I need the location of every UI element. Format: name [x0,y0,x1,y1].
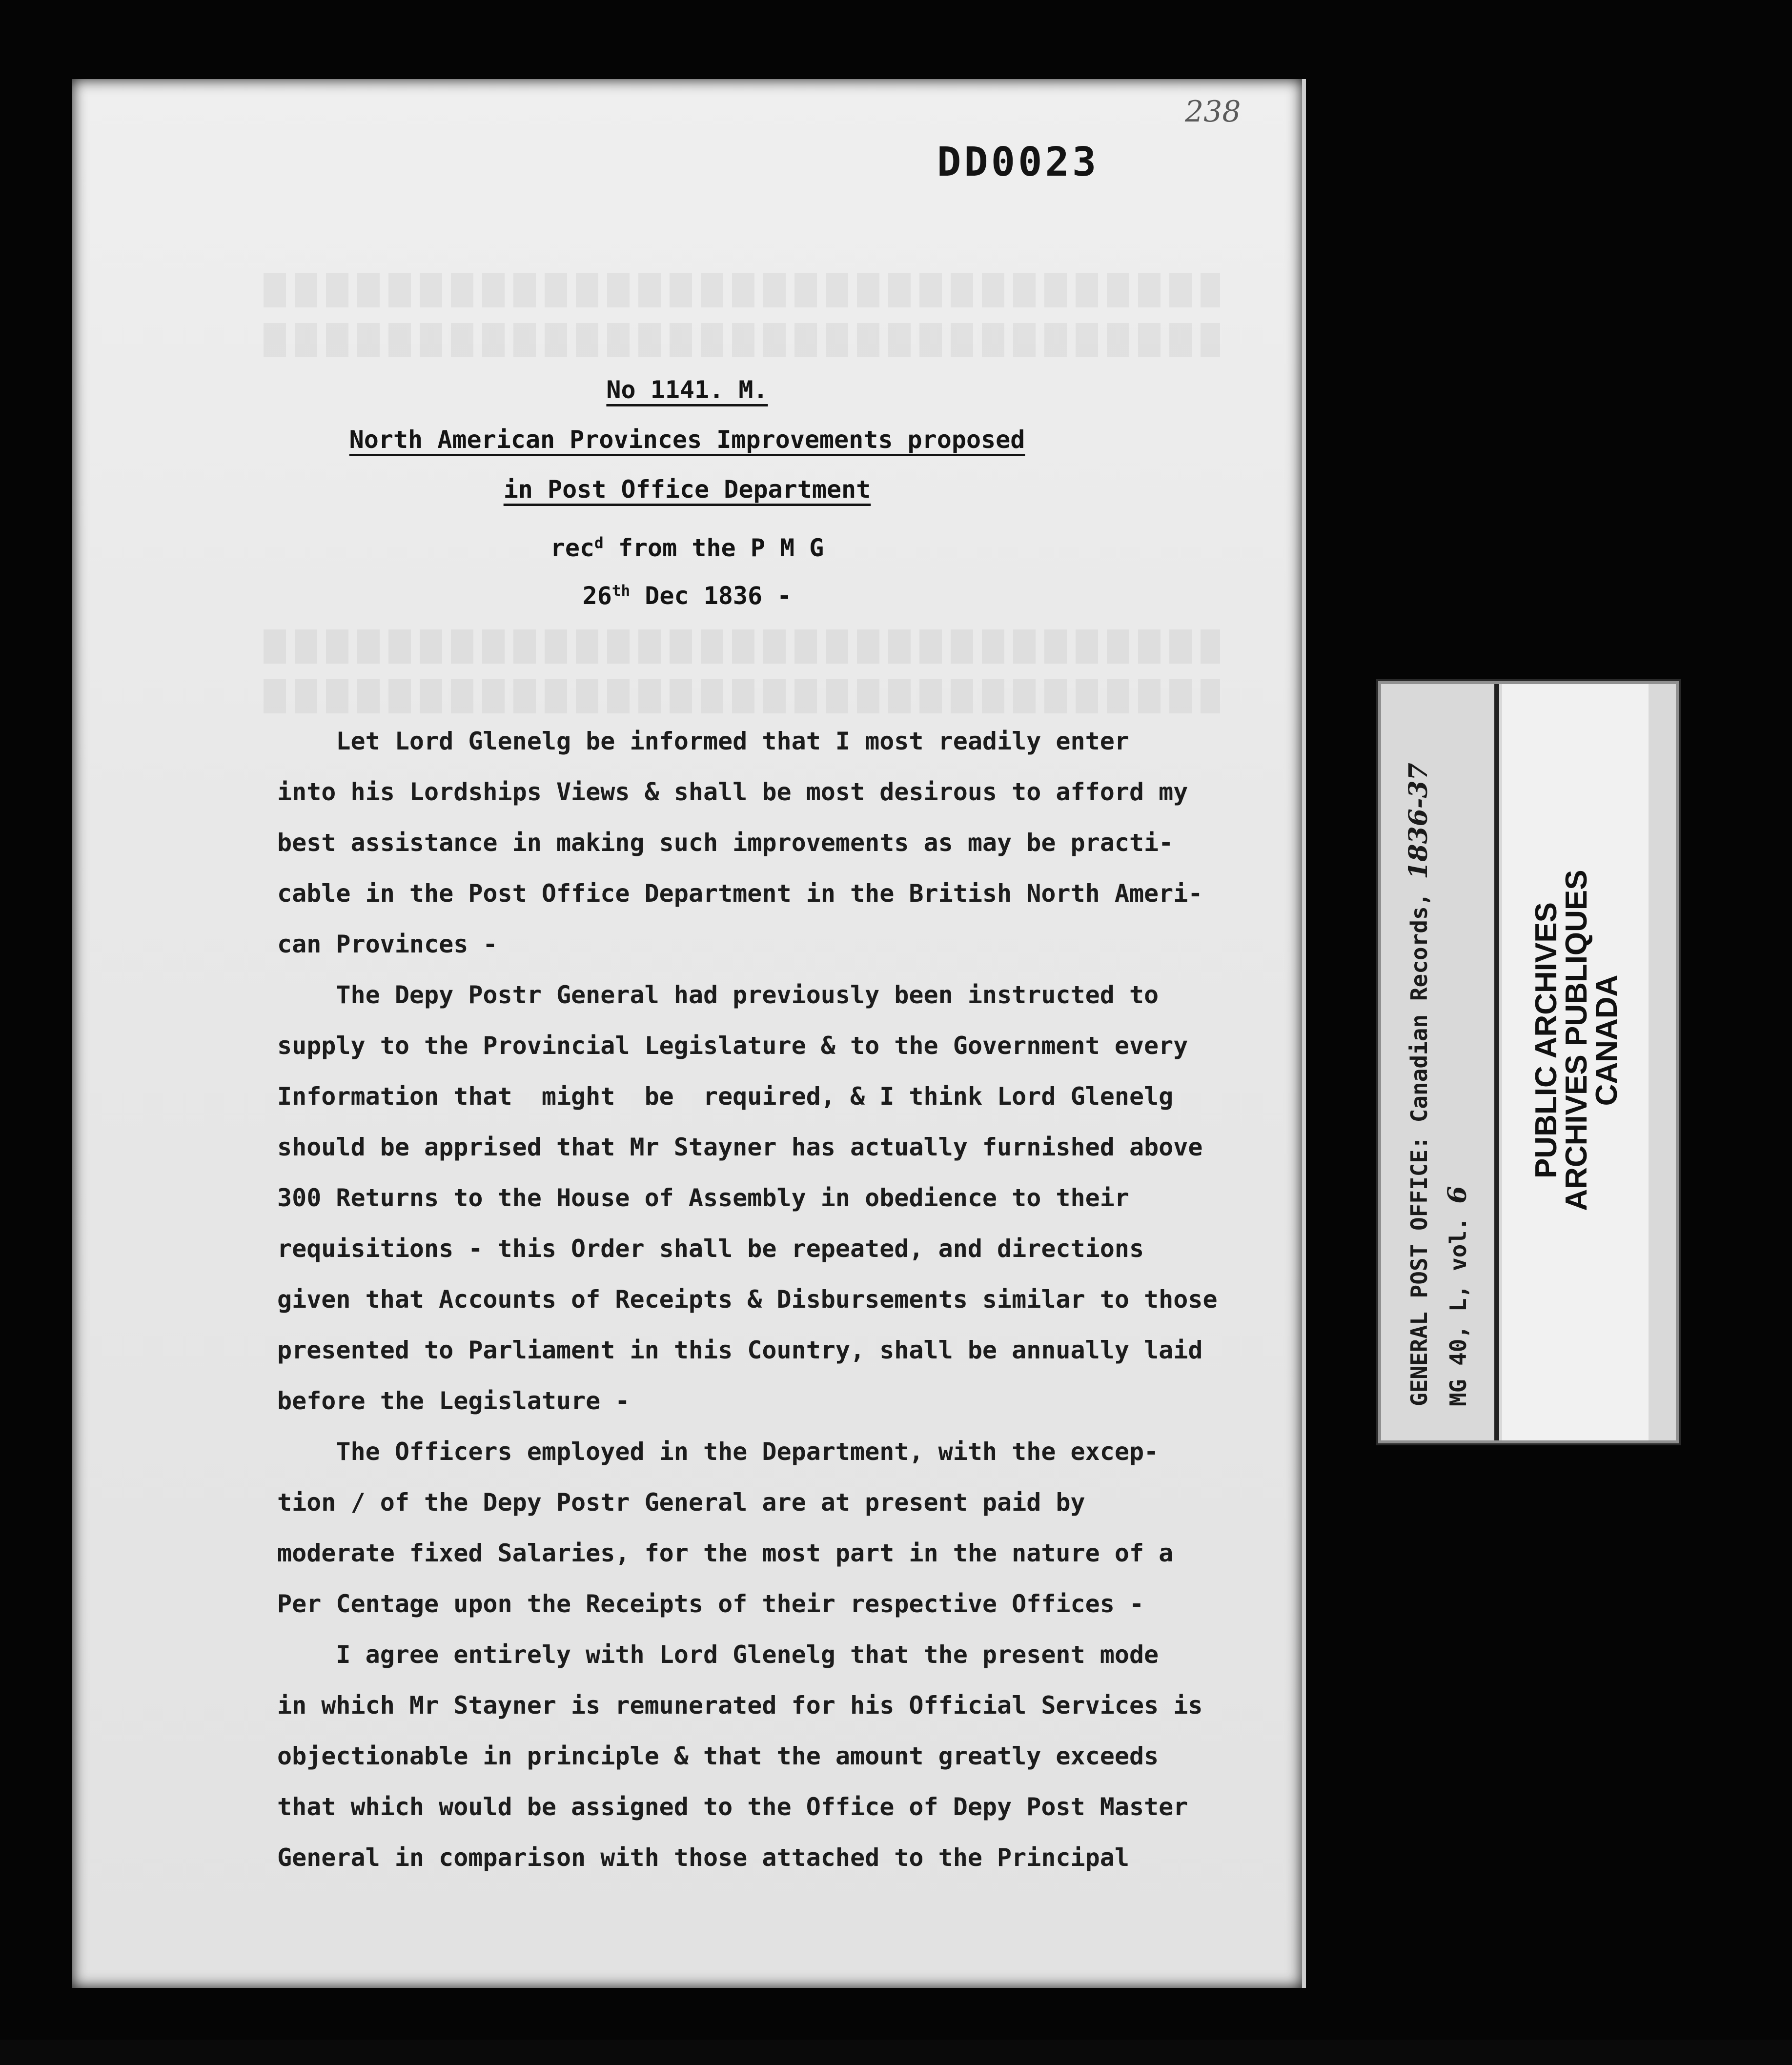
body-line: presented to Parliament in this Country, shall be annually laid [277,1336,1203,1364]
label-divider [1494,684,1499,1440]
archive-label [1378,681,1679,1443]
body-line: tion / of the Depy Postr General are at present paid by [277,1488,1085,1517]
bleed-through-line [264,273,1220,307]
body-line: moderate fixed Salaries, for the most part in the nature of a [277,1539,1174,1567]
body-line: before the Legislature - [277,1387,630,1415]
body-line: cable in the Post Office Department in the British North Ameri- [277,879,1203,908]
body-line: Per Centage upon the Receipts of their respective Offices - [277,1590,1144,1618]
body-line: General in comparison with those attached to the Principal [277,1843,1129,1872]
bleed-through-line [264,323,1220,357]
body-line: that which would be assigned to the Office of Depy Post Master [277,1793,1188,1821]
reference-code: DD0023 [937,139,1100,185]
body-line: I agree entirely with Lord Glenelg that the present mode [277,1640,1159,1669]
title-line-2: in Post Office Department [503,475,871,504]
bleed-through-line [264,679,1220,713]
archive-stamp: PUBLIC ARCHIVES ARCHIVES PUBLIQUES CANADA [1529,870,1624,1211]
body-line: Let Lord Glenelg be informed that I most readily enter [277,727,1129,755]
received-line: rec$^d$ from the P M G [550,534,824,562]
body-line: into his Lordships Views & shall be most desirous to afford my [277,778,1188,806]
body-line: should be apprised that Mr Stayner has actually furnished above [277,1133,1203,1161]
body-line: best assistance in making such improvements as may be practi- [277,829,1174,857]
body-line: The Officers employed in the Department, with the excep- [277,1437,1159,1466]
body-line: requisitions - this Order shall be repeated, and directions [277,1235,1144,1263]
body-line: 300 Returns to the House of Assembly in obedience to their [277,1184,1129,1212]
body-line: in which Mr Stayner is remunerated for his Official Services is [277,1691,1203,1720]
date-line: 26th Dec 1836 - [582,582,792,610]
body-line: given that Accounts of Receipts & Disbursements similar to those [277,1285,1218,1314]
bleed-through-line [264,629,1220,664]
file-number: No 1141. M. [606,376,768,404]
body-line: can Provinces - [277,930,498,958]
body-line: The Depy Postr General had previously been instructed to [277,981,1159,1009]
body-line: objectionable in principle & that the amount greatly exceeds [277,1742,1159,1770]
series-line: GENERAL POST OFFICE: Canadian Records, 1836-37 [1404,763,1433,1406]
title-line-1: North American Provinces Improvements proposed [349,425,1025,454]
body-line: Information that might be required, & I think Lord Glenelg [277,1082,1174,1111]
page-number: 238 [1185,95,1241,129]
film-edge [0,2040,1792,2065]
body-line: supply to the Provincial Legislature & to the Government every [277,1032,1188,1060]
volume-line: MG 40, L, vol. 6 [1443,1186,1472,1406]
